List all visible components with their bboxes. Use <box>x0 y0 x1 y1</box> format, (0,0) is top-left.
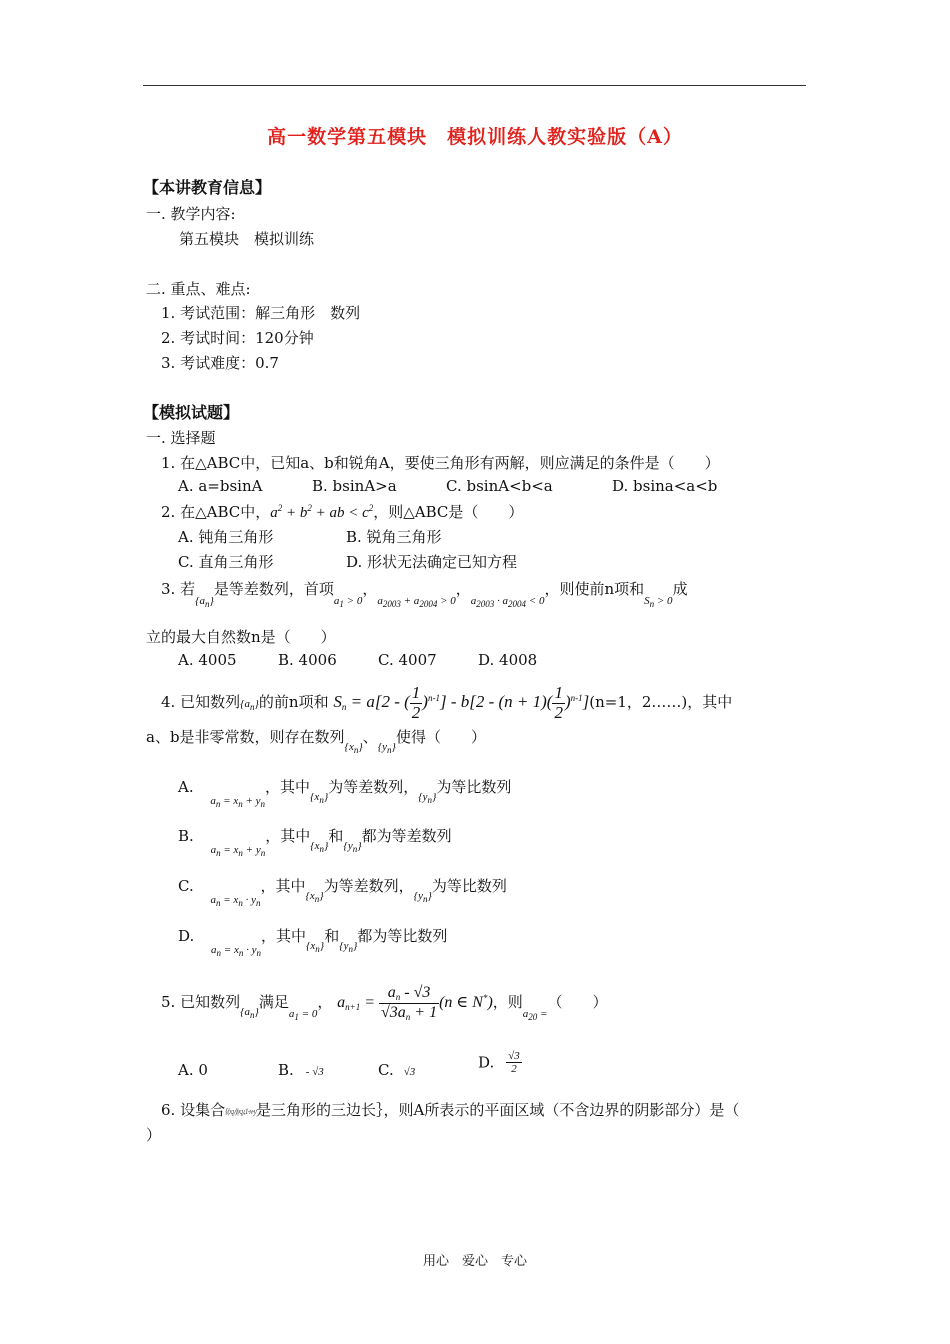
q6-line2: ） <box>146 1126 162 1144</box>
q4-option-c: C. $_{a_n = x_n \cdot y_n}$，其中$_{\{x_n\}}$为等差数列，$_{\{y_n\}}$为等比数列 <box>178 877 507 908</box>
q4-option-a: A. $_{a_n = x_n + y_n}$，其中$_{\{x_n\}}$为等差数列，$_{\{y_n\}}$为等比数列 <box>178 778 512 809</box>
section-choice: 一. 选择题 <box>146 429 216 447</box>
q2-stem: 2. 在△ABC中，$a^2 + b^2$ + ab < $c^2$，则△ABC是（ ） <box>161 503 524 521</box>
point-1: 1. 考试范围：解三角形 数列 <box>161 304 361 322</box>
point-3: 3. 考试难度：0.7 <box>161 354 279 372</box>
q2-option-d: D. 形状无法确定已知方程 <box>346 553 518 571</box>
q2-option-b: B. 锐角三角形 <box>346 528 442 546</box>
header-rule <box>143 85 806 86</box>
q5-stem: 5. 已知数列$_{\{a_n\}}$满足$_{a_1 = 0}$， $a_{n+1}$ = $\frac{a_n - √3}{√3a_n + 1}$ (n ∈ N*)，则$_{a_{20} =}$（ ） <box>161 984 608 1023</box>
q1-stem: 1. 在△ABC中，已知a、b和锐角A，要使三角形有两解，则应满足的条件是（ ） <box>161 454 720 472</box>
page-title: 高一数学第五模块 模拟训练人教实验版（A） <box>267 126 683 148</box>
q3-stem: 3. 若$_{\{a_n\}}$是等差数列，首项$_{a_1 > 0}$，$_{a_{2003} + a_{2004} > 0}$，$_{a_{2003} \cdot a_{2004} < 0}$，则使前n项和$_{S_n > 0}$成 <box>161 580 688 609</box>
q3-line2: 立的最大自然数n是（ ） <box>146 628 336 646</box>
q5-recurrence: $a_{n+1}$ = $\frac{a_n - √3}{√3a_n + 1}$ (n ∈ N*) <box>337 984 493 1022</box>
point-2: 2. 考试时间：120分钟 <box>161 329 314 347</box>
q2-option-c: C. 直角三角形 <box>178 553 274 571</box>
q2-formula: $a^2 + b^2$ + ab < $c^2$ <box>270 503 374 521</box>
q4-option-b: B. $_{a_n = x_n + y_n}$，其中$_{\{x_n\}}$和$_{\{y_n\}}$都为等差数列 <box>178 827 452 858</box>
q6-stem: 6. 设集合{(x,y)|x,y,1-x-y是三角形的三边长｝，则A所表示的平面区域（不含边界的阴影部分）是（ <box>161 1101 740 1119</box>
info-item-1: 一. 教学内容: <box>146 205 236 223</box>
q5-option-b: B. - √3 <box>278 1061 324 1079</box>
q3-option-a: A. 4005 <box>178 651 237 669</box>
info-item-2: 二. 重点、难点: <box>146 280 251 298</box>
q3-option-c: C. 4007 <box>378 651 437 669</box>
q5-option-c: C. √3 <box>378 1061 416 1079</box>
q4-line2: a、b是非零常数，则存在数列$_{\{x_n\}}$、$_{\{y_n\}}$使得（ ） <box>146 728 486 755</box>
q4-option-d: D. $_{a_n = x_n \cdot y_n}$，其中$_{\{x_n\}}$和$_{\{y_n\}}$都为等比数列 <box>178 927 448 958</box>
q3-option-d: D. 4008 <box>478 651 538 669</box>
q5-option-d: D. $\frac{√3}{2}$ <box>478 1050 520 1076</box>
q2-option-a: A. 钝角三角形 <box>178 528 274 546</box>
q1-option-d: D. bsina<a<b <box>612 477 718 495</box>
q4-sum-formula: $S_n = a[2$ - ( $\frac{1}{2}$ )$^{n-1}$] - b[2 - (n + 1)( $\frac{1}{2}$ )$^{n-1}$] <box>333 683 590 722</box>
q4-stem: 4. 已知数列$\{a_n\}$的前n项和 $S_n = a[2$ - ( $\frac{1}{2}$ )$^{n-1}$] - b[2 - (n + 1)( $\frac{1}{2}$ )$^{n-1}$](n=1，2……)，其中 <box>161 683 733 722</box>
page-footer: 用心 爱心 专心 <box>422 1254 527 1269</box>
q3-option-b: B. 4006 <box>278 651 337 669</box>
q1-option-c: C. bsinA<b<a <box>446 477 553 495</box>
q6-set-formula: {(x,y)|x,y,1-x-y <box>225 1107 257 1116</box>
q1-option-b: B. bsinA>a <box>312 477 397 495</box>
info-heading: 【本讲教育信息】 <box>143 178 272 197</box>
q5-option-a: A. 0 <box>178 1061 208 1079</box>
exam-heading: 【模拟试题】 <box>143 403 240 422</box>
info-item-1-content: 第五模块 模拟训练 <box>179 230 315 248</box>
q1-option-a: A. a=bsinA <box>178 477 263 495</box>
